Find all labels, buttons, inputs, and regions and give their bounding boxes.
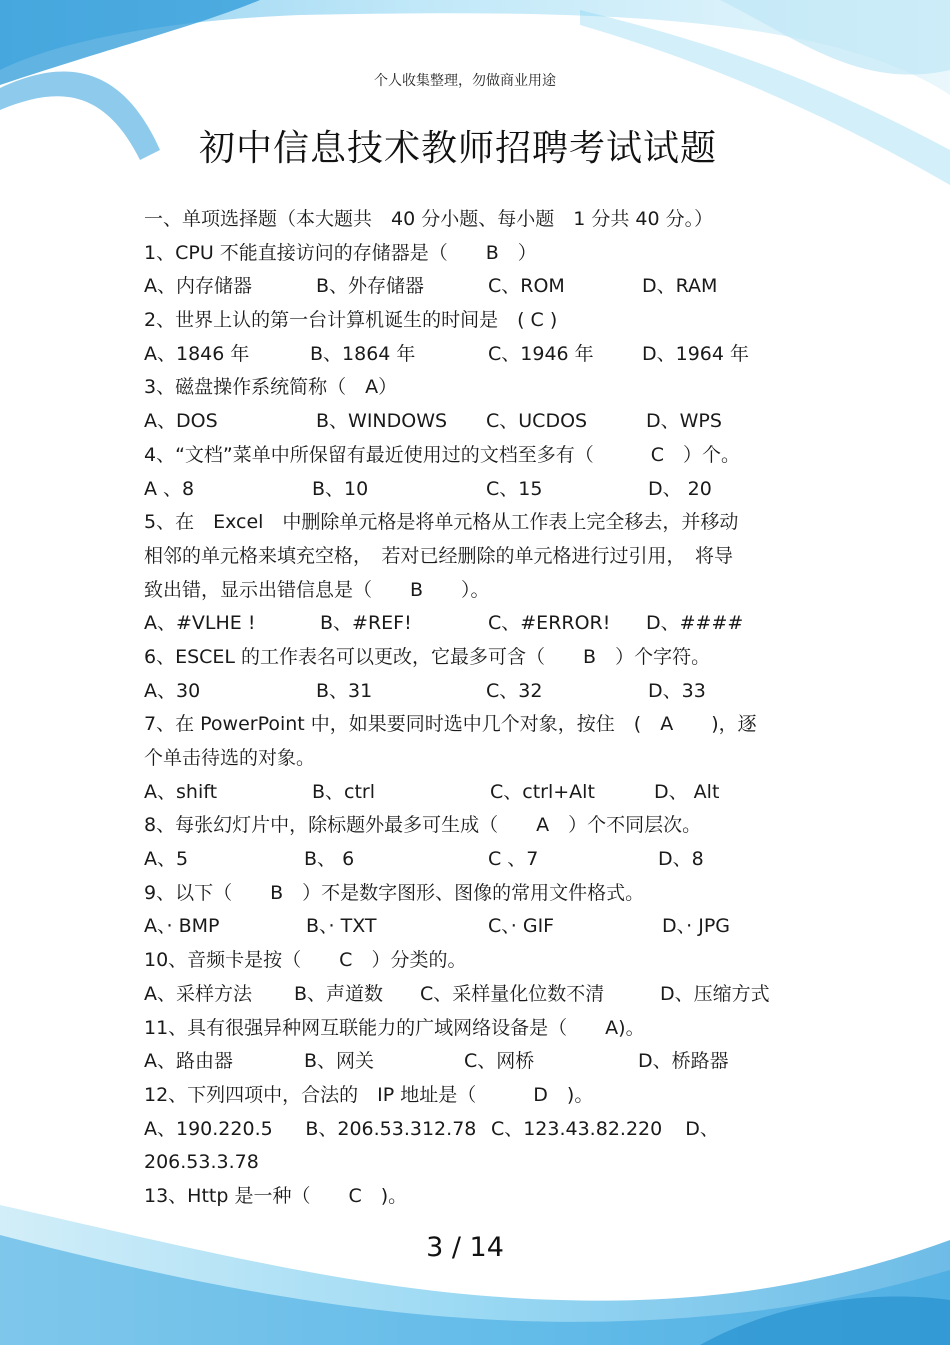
option-row (144, 338, 824, 372)
question-item (144, 304, 824, 371)
question-item (144, 1180, 824, 1214)
question-stem: 12、下列四项中，合法的 IP 地址是（ D )。 (144, 1083, 594, 1106)
answer-option: A、· BMP (144, 915, 220, 938)
question-stem: 个单击待选的对象。 (144, 747, 316, 769)
question-stem: 13、Http 是一种（ C )。 (144, 1184, 408, 1207)
question-stem: 1、CPU 不能直接访问的存储器是（ B ） (144, 241, 537, 264)
question-stem: 7、在 PowerPoint 中，如果要同时选中几个对象，按住 ( A )，逐 (144, 713, 757, 736)
answer-option: D、8 (658, 848, 704, 871)
answer-option: B、 6 (304, 848, 355, 871)
answer-option: D、33 (648, 679, 706, 702)
question-item (144, 641, 824, 708)
option-row (144, 607, 824, 641)
question-item (144, 371, 824, 438)
answer-option: A、采样方法 (144, 982, 252, 1005)
answer-option: C、ROM (488, 275, 565, 298)
question-stem: 5、在 Excel 中删除单元格是将单元格从工作表上完全移去，并移动 (144, 511, 739, 534)
question-stem: 10、音频卡是按（ C ）分类的。 (144, 949, 467, 972)
answer-option: A、5 (144, 848, 189, 871)
question-list (144, 237, 824, 1214)
option-row (144, 910, 824, 944)
answer-option: C、网桥 (464, 1050, 535, 1073)
answer-option: B、ctrl (312, 780, 376, 803)
answer-option: D、压缩方式 (660, 982, 770, 1005)
option-row (144, 1045, 824, 1079)
answer-option: D、WPS (646, 410, 722, 433)
question-item (144, 809, 824, 876)
question-stem: 3、磁盘操作系统简称（ A） (144, 376, 398, 399)
answer-option: B、外存储器 (316, 275, 425, 298)
answer-option: A、1846 年 (144, 342, 250, 365)
question-stem: 9、以下（ B ）不是数字图形、图像的常用文件格式。 (144, 881, 645, 904)
answer-option: B、声道数 (294, 982, 384, 1005)
option-row (144, 405, 824, 439)
answer-option: B、#REF! (320, 612, 412, 635)
option-row (144, 675, 824, 709)
answer-option: C 、7 (488, 848, 539, 871)
question-item (144, 944, 824, 1011)
exam-content (144, 203, 824, 1214)
answer-option: D、1964 年 (642, 342, 750, 365)
answer-option: D、#### (646, 612, 744, 635)
answer-option: A、路由器 (144, 1050, 233, 1073)
answer-option: B、31 (316, 679, 373, 702)
answer-option: C、ctrl+Alt (490, 780, 595, 803)
answer-option: C、采样量化位数不清 (420, 982, 605, 1005)
answer-option: D、RAM (642, 275, 718, 298)
answer-option: D、 Alt (654, 780, 720, 803)
answer-option: A、DOS (144, 410, 218, 433)
option-row (144, 776, 824, 810)
answer-option: B、10 (312, 477, 369, 500)
answer-option: D、 20 (648, 477, 712, 500)
question-stem: 11、具有很强异种网互联能力的广域网络设备是（ A)。 (144, 1016, 645, 1039)
answer-option: B、网关 (304, 1050, 375, 1073)
answer-option: C、#ERROR! (488, 612, 611, 635)
question-item (144, 506, 824, 641)
question-item (144, 1079, 824, 1180)
answer-option: C、UCDOS (486, 410, 588, 433)
question-item (144, 877, 824, 944)
answer-option: A、30 (144, 679, 201, 702)
answer-option: C、32 (486, 679, 543, 702)
answer-option: A、内存储器 (144, 275, 252, 298)
answer-option: D、· JPG (662, 915, 730, 938)
option-row (144, 270, 824, 304)
question-stem: 相邻的单元格来填充空格， 若对已经删除的单元格进行过引用， 将导 (144, 544, 734, 567)
answer-option: B、206.53.312.78 (305, 1117, 477, 1140)
question-item (144, 708, 824, 809)
option-row (144, 843, 824, 877)
header-note: 个人收集整理，勿做商业用途 (374, 73, 556, 89)
question-stem: 8、每张幻灯片中，除标题外最多可生成（ A ）个不同层次。 (144, 814, 702, 837)
answer-option: B、1864 年 (310, 342, 416, 365)
answer-option: D、 (685, 1117, 719, 1140)
answer-option: D、桥路器 (638, 1050, 729, 1073)
answer-option: A、shift (144, 780, 218, 803)
question-item (144, 439, 824, 506)
question-stem: 2、世界上认的第一台计算机诞生的时间是 ( C ) (144, 309, 558, 332)
question-item (144, 237, 824, 304)
answer-option: C、15 (486, 477, 543, 500)
option-continuation: 206.53.3.78 (144, 1151, 259, 1174)
answer-option: A 、8 (144, 477, 195, 500)
option-row (144, 978, 824, 1012)
question-item (144, 1012, 824, 1079)
answer-option: B、WINDOWS (316, 410, 448, 433)
option-row (144, 473, 824, 507)
section-heading: 一、单项选择题（本大题共 40 分小题、每小题 1 分共 40 分。） (144, 208, 714, 230)
answer-option: A、#VLHE ! (144, 612, 256, 635)
page-number: 3 / 14 (426, 1232, 504, 1263)
page-title: 初中信息技术教师招聘考试试题 (198, 128, 717, 169)
answer-option: A、190.220.5 (144, 1117, 273, 1140)
answer-option: B、· TXT (306, 915, 377, 938)
question-stem: 6、ESCEL 的工作表名可以更改，它最多可含（ B ）个字符。 (144, 645, 711, 668)
question-stem: 4、“文档”菜单中所保留有最近使用过的文档至多有（ C ）个。 (144, 443, 741, 466)
answer-option: C、· GIF (488, 915, 555, 938)
option-row (144, 1113, 824, 1147)
answer-option: C、123.43.82.220 (490, 1117, 663, 1140)
answer-option: C、1946 年 (488, 342, 594, 365)
question-stem: 致出错，显示出错信息是（ B ）。 (144, 578, 490, 601)
